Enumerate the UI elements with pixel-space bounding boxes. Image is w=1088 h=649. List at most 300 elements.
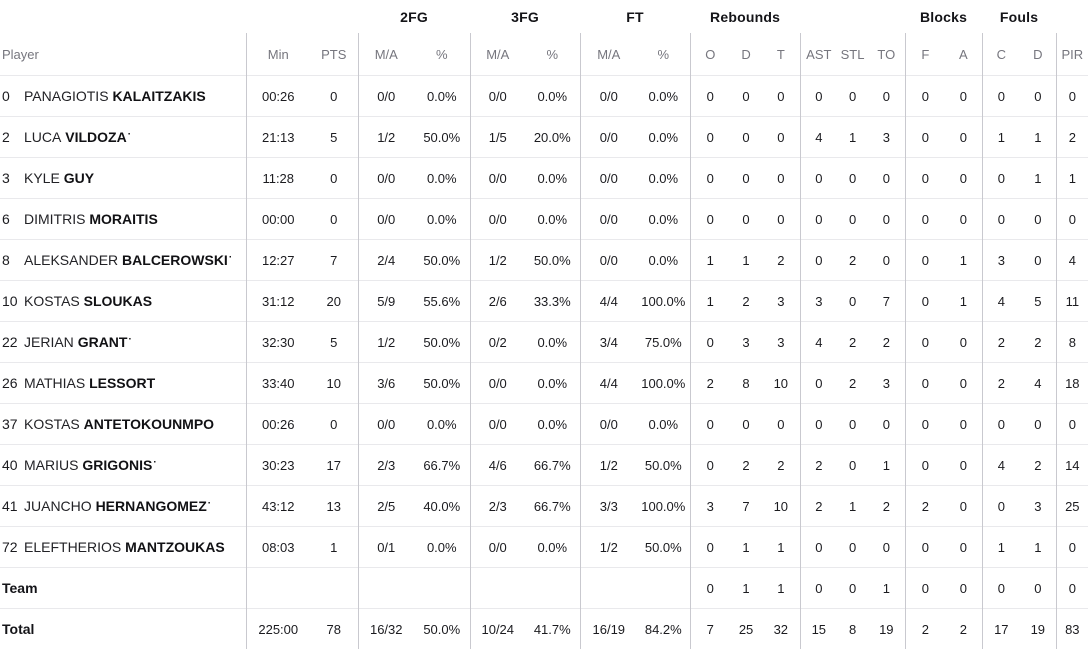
cell-pir: 14 bbox=[1056, 445, 1088, 486]
player-row bbox=[0, 445, 1088, 486]
cell-ft-pct: 50.0% bbox=[637, 527, 690, 568]
cell-blk-a: 0 bbox=[945, 199, 982, 240]
column-header-pir: PIR bbox=[1056, 33, 1088, 76]
cell-min bbox=[246, 568, 310, 609]
column-header-reb-d: D bbox=[730, 33, 762, 76]
cell-fg2-pct: 0.0% bbox=[414, 527, 470, 568]
cell-ft-ma: 0/0 bbox=[580, 158, 637, 199]
cell-fg3-ma: 0/2 bbox=[470, 322, 525, 363]
player-first-name: MATHIAS bbox=[24, 375, 89, 391]
cell-to: 0 bbox=[868, 199, 905, 240]
player-row bbox=[0, 199, 1088, 240]
cell-fg2-pct: 40.0% bbox=[414, 486, 470, 527]
cell-foul-d: 0 bbox=[1020, 76, 1056, 117]
cell-ft-pct: 0.0% bbox=[637, 158, 690, 199]
cell-reb-o: 0 bbox=[690, 568, 730, 609]
cell-ast: 0 bbox=[800, 199, 837, 240]
cell-fg2-pct: 0.0% bbox=[414, 76, 470, 117]
cell-blk-a: 0 bbox=[945, 363, 982, 404]
cell-blk-a: 0 bbox=[945, 527, 982, 568]
player-last-name: GUY bbox=[64, 170, 94, 186]
cell-reb-d: 8 bbox=[730, 363, 762, 404]
player-first-name: JUANCHO bbox=[24, 498, 96, 514]
cell-pts: 5 bbox=[310, 322, 358, 363]
cell-stl: 0 bbox=[837, 527, 868, 568]
player-number: 3 bbox=[0, 170, 24, 186]
cell-pir: 4 bbox=[1056, 240, 1088, 281]
player-last-name: KALAITZAKIS bbox=[112, 88, 205, 104]
player-number: 72 bbox=[0, 539, 24, 555]
cell-to: 3 bbox=[868, 117, 905, 158]
cell-stl: 2 bbox=[837, 363, 868, 404]
cell-fg3-pct: 0.0% bbox=[525, 322, 580, 363]
cell-blk-a: 2 bbox=[945, 609, 982, 649]
player-first-name: LUCA bbox=[24, 129, 65, 145]
cell-fg3-pct: 50.0% bbox=[525, 240, 580, 281]
cell-blk-f: 0 bbox=[905, 568, 945, 609]
cell-ast: 2 bbox=[800, 486, 837, 527]
cell-ft-pct: 0.0% bbox=[637, 240, 690, 281]
cell-fg2-pct: 0.0% bbox=[414, 158, 470, 199]
cell-foul-c: 4 bbox=[982, 281, 1020, 322]
player-cell bbox=[0, 445, 246, 486]
cell-foul-d: 1 bbox=[1020, 158, 1056, 199]
cell-reb-t: 10 bbox=[762, 486, 800, 527]
cell-fg2-pct: 55.6% bbox=[414, 281, 470, 322]
cell-min: 12:27 bbox=[246, 240, 310, 281]
cell-fg2-ma: 0/0 bbox=[358, 76, 414, 117]
cell-fg3-ma: 2/6 bbox=[470, 281, 525, 322]
cell-blk-f: 0 bbox=[905, 240, 945, 281]
cell-reb-d: 0 bbox=[730, 199, 762, 240]
cell-fg3-pct: 66.7% bbox=[525, 445, 580, 486]
cell-foul-c: 17 bbox=[982, 609, 1020, 649]
cell-ft-ma: 4/4 bbox=[580, 363, 637, 404]
column-header-ast: AST bbox=[800, 33, 837, 76]
cell-fg2-pct: 0.0% bbox=[414, 404, 470, 445]
group-header-2fg: 2FG bbox=[358, 0, 470, 33]
cell-blk-f: 0 bbox=[905, 445, 945, 486]
player-last-name: GRIGONIS bbox=[82, 457, 152, 473]
cell-fg2-ma: 2/3 bbox=[358, 445, 414, 486]
cell-reb-t: 0 bbox=[762, 158, 800, 199]
cell-ft-ma: 0/0 bbox=[580, 76, 637, 117]
player-first-name: ELEFTHERIOS bbox=[24, 539, 125, 555]
cell-foul-c: 3 bbox=[982, 240, 1020, 281]
player-last-name: GRANT bbox=[78, 334, 128, 350]
cell-pir: 83 bbox=[1056, 609, 1088, 649]
player-cell bbox=[0, 486, 246, 527]
cell-ft-ma: 3/4 bbox=[580, 322, 637, 363]
player-cell bbox=[0, 240, 246, 281]
cell-ft-ma: 0/0 bbox=[580, 199, 637, 240]
cell-fg3-pct: 0.0% bbox=[525, 158, 580, 199]
cell-reb-d: 0 bbox=[730, 158, 762, 199]
cell-fg3-pct: 20.0% bbox=[525, 117, 580, 158]
player-name[interactable] bbox=[24, 252, 232, 268]
cell-foul-c: 0 bbox=[982, 158, 1020, 199]
cell-to: 2 bbox=[868, 486, 905, 527]
cell-foul-d: 2 bbox=[1020, 322, 1056, 363]
cell-ast: 3 bbox=[800, 281, 837, 322]
cell-stl: 0 bbox=[837, 281, 868, 322]
cell-fg2-ma: 2/5 bbox=[358, 486, 414, 527]
cell-ast: 0 bbox=[800, 158, 837, 199]
cell-min: 33:40 bbox=[246, 363, 310, 404]
column-header-reb-o: O bbox=[690, 33, 730, 76]
cell-ft-pct: 0.0% bbox=[637, 76, 690, 117]
cell-fg3-pct: 0.0% bbox=[525, 363, 580, 404]
cell-ft-ma bbox=[580, 568, 637, 609]
cell-fg3-ma: 0/0 bbox=[470, 199, 525, 240]
player-row bbox=[0, 158, 1088, 199]
group-header-ft: FT bbox=[580, 0, 690, 33]
cell-pir: 11 bbox=[1056, 281, 1088, 322]
cell-pts: 78 bbox=[310, 609, 358, 649]
player-last-name: BALCEROWSKI bbox=[122, 252, 228, 268]
cell-ft-ma: 3/3 bbox=[580, 486, 637, 527]
cell-fg2-pct: 50.0% bbox=[414, 363, 470, 404]
cell-blk-f: 0 bbox=[905, 117, 945, 158]
cell-ast: 0 bbox=[800, 568, 837, 609]
cell-min: 08:03 bbox=[246, 527, 310, 568]
total-row bbox=[0, 609, 1088, 649]
player-first-name: JERIAN bbox=[24, 334, 78, 350]
cell-stl: 2 bbox=[837, 322, 868, 363]
player-first-name: KOSTAS bbox=[24, 416, 84, 432]
cell-ft-ma: 1/2 bbox=[580, 527, 637, 568]
cell-blk-f: 0 bbox=[905, 363, 945, 404]
player-cell bbox=[0, 158, 246, 199]
player-row bbox=[0, 281, 1088, 322]
player-name[interactable] bbox=[24, 129, 131, 145]
group-header-spacer bbox=[800, 0, 905, 33]
cell-pts: 0 bbox=[310, 199, 358, 240]
cell-min: 31:12 bbox=[246, 281, 310, 322]
cell-reb-o: 0 bbox=[690, 404, 730, 445]
column-header-fg3-pct: % bbox=[525, 33, 580, 76]
cell-stl: 8 bbox=[837, 609, 868, 649]
cell-reb-t: 1 bbox=[762, 527, 800, 568]
player-number: 6 bbox=[0, 211, 24, 227]
player-name[interactable] bbox=[24, 170, 94, 186]
cell-fg3-pct: 0.0% bbox=[525, 404, 580, 445]
cell-reb-t: 10 bbox=[762, 363, 800, 404]
cell-foul-c: 1 bbox=[982, 527, 1020, 568]
cell-pts: 10 bbox=[310, 363, 358, 404]
cell-pts: 1 bbox=[310, 527, 358, 568]
cell-pir: 2 bbox=[1056, 117, 1088, 158]
starter-indicator: · bbox=[153, 457, 156, 468]
cell-fg3-ma: 0/0 bbox=[470, 404, 525, 445]
cell-fg3-ma: 1/5 bbox=[470, 117, 525, 158]
cell-foul-c: 0 bbox=[982, 568, 1020, 609]
column-header-player: Player bbox=[0, 33, 246, 76]
group-header-spacer bbox=[1056, 0, 1088, 33]
column-header-ft-ma: M/A bbox=[580, 33, 637, 76]
cell-reb-d: 0 bbox=[730, 404, 762, 445]
cell-min: 225:00 bbox=[246, 609, 310, 649]
cell-pts: 5 bbox=[310, 117, 358, 158]
cell-to: 19 bbox=[868, 609, 905, 649]
cell-blk-a: 0 bbox=[945, 404, 982, 445]
cell-fg3-pct: 41.7% bbox=[525, 609, 580, 649]
player-first-name: KYLE bbox=[24, 170, 64, 186]
player-first-name: MARIUS bbox=[24, 457, 82, 473]
cell-blk-a: 0 bbox=[945, 76, 982, 117]
cell-blk-a: 0 bbox=[945, 568, 982, 609]
player-row bbox=[0, 76, 1088, 117]
cell-stl: 1 bbox=[837, 486, 868, 527]
cell-blk-a: 0 bbox=[945, 322, 982, 363]
player-last-name: ANTETOKOUNMPO bbox=[84, 416, 214, 432]
cell-foul-c: 2 bbox=[982, 322, 1020, 363]
group-header-spacer bbox=[0, 0, 358, 33]
player-name[interactable] bbox=[24, 498, 211, 514]
cell-fg2-ma: 1/2 bbox=[358, 322, 414, 363]
cell-ast: 0 bbox=[800, 76, 837, 117]
cell-min: 00:26 bbox=[246, 404, 310, 445]
cell-stl: 0 bbox=[837, 445, 868, 486]
cell-foul-d: 3 bbox=[1020, 486, 1056, 527]
cell-fg2-ma: 3/6 bbox=[358, 363, 414, 404]
cell-ft-ma: 4/4 bbox=[580, 281, 637, 322]
cell-ft-ma: 16/19 bbox=[580, 609, 637, 649]
cell-stl: 0 bbox=[837, 158, 868, 199]
starter-indicator: · bbox=[208, 498, 211, 509]
cell-ft-ma: 0/0 bbox=[580, 240, 637, 281]
player-row bbox=[0, 404, 1088, 445]
cell-reb-o: 3 bbox=[690, 486, 730, 527]
cell-ft-pct: 100.0% bbox=[637, 486, 690, 527]
column-header-fg3-ma: M/A bbox=[470, 33, 525, 76]
cell-fg2-pct: 50.0% bbox=[414, 240, 470, 281]
player-name[interactable] bbox=[24, 293, 152, 309]
player-row bbox=[0, 486, 1088, 527]
cell-to: 0 bbox=[868, 240, 905, 281]
player-name[interactable] bbox=[24, 539, 225, 555]
cell-ft-pct: 100.0% bbox=[637, 281, 690, 322]
cell-pir: 0 bbox=[1056, 76, 1088, 117]
player-first-name: KOSTAS bbox=[24, 293, 84, 309]
cell-blk-f: 0 bbox=[905, 199, 945, 240]
cell-ast: 2 bbox=[800, 445, 837, 486]
cell-ast: 0 bbox=[800, 404, 837, 445]
cell-reb-o: 0 bbox=[690, 445, 730, 486]
cell-fg2-pct: 50.0% bbox=[414, 117, 470, 158]
starter-indicator: · bbox=[229, 252, 232, 263]
column-header-min: Min bbox=[246, 33, 310, 76]
cell-ft-pct: 100.0% bbox=[637, 363, 690, 404]
cell-to: 0 bbox=[868, 404, 905, 445]
cell-pts: 7 bbox=[310, 240, 358, 281]
cell-ft-ma: 1/2 bbox=[580, 445, 637, 486]
player-last-name: MORAITIS bbox=[89, 211, 157, 227]
cell-reb-t: 0 bbox=[762, 117, 800, 158]
column-header-fg2-ma: M/A bbox=[358, 33, 414, 76]
cell-blk-f: 0 bbox=[905, 322, 945, 363]
cell-foul-c: 2 bbox=[982, 363, 1020, 404]
cell-fg3-ma: 0/0 bbox=[470, 363, 525, 404]
cell-foul-d: 2 bbox=[1020, 445, 1056, 486]
player-cell bbox=[0, 322, 246, 363]
cell-fg2-ma: 0/1 bbox=[358, 527, 414, 568]
starter-indicator: · bbox=[128, 334, 131, 345]
cell-blk-a: 0 bbox=[945, 158, 982, 199]
cell-stl: 0 bbox=[837, 568, 868, 609]
player-last-name: LESSORT bbox=[89, 375, 155, 391]
player-number: 37 bbox=[0, 416, 24, 432]
cell-fg2-ma: 0/0 bbox=[358, 404, 414, 445]
cell-reb-t: 0 bbox=[762, 404, 800, 445]
column-header-fg2-pct: % bbox=[414, 33, 470, 76]
cell-pts: 13 bbox=[310, 486, 358, 527]
cell-reb-o: 0 bbox=[690, 322, 730, 363]
cell-blk-f: 0 bbox=[905, 281, 945, 322]
cell-fg2-pct: 50.0% bbox=[414, 322, 470, 363]
cell-pts: 0 bbox=[310, 404, 358, 445]
player-cell bbox=[0, 404, 246, 445]
cell-ast: 0 bbox=[800, 527, 837, 568]
cell-to: 0 bbox=[868, 158, 905, 199]
cell-fg2-ma: 16/32 bbox=[358, 609, 414, 649]
cell-pir: 1 bbox=[1056, 158, 1088, 199]
player-name[interactable] bbox=[24, 334, 132, 350]
cell-stl: 0 bbox=[837, 199, 868, 240]
cell-blk-f: 0 bbox=[905, 76, 945, 117]
cell-stl: 0 bbox=[837, 404, 868, 445]
player-last-name: SLOUKAS bbox=[84, 293, 152, 309]
cell-min: 21:13 bbox=[246, 117, 310, 158]
cell-reb-d: 3 bbox=[730, 322, 762, 363]
cell-stl: 0 bbox=[837, 76, 868, 117]
player-name[interactable] bbox=[24, 88, 206, 104]
cell-reb-d: 2 bbox=[730, 445, 762, 486]
team-row bbox=[0, 568, 1088, 609]
cell-pir: 0 bbox=[1056, 527, 1088, 568]
player-number: 41 bbox=[0, 498, 24, 514]
cell-reb-o: 0 bbox=[690, 158, 730, 199]
cell-blk-f: 2 bbox=[905, 486, 945, 527]
player-number: 22 bbox=[0, 334, 24, 350]
player-cell bbox=[0, 117, 246, 158]
cell-reb-t: 1 bbox=[762, 568, 800, 609]
cell-reb-t: 32 bbox=[762, 609, 800, 649]
cell-reb-t: 3 bbox=[762, 322, 800, 363]
cell-reb-d: 1 bbox=[730, 568, 762, 609]
cell-fg2-pct: 0.0% bbox=[414, 199, 470, 240]
cell-blk-a: 1 bbox=[945, 281, 982, 322]
cell-pts bbox=[310, 568, 358, 609]
player-cell bbox=[0, 527, 246, 568]
column-header-blk-a: A bbox=[945, 33, 982, 76]
cell-reb-t: 2 bbox=[762, 240, 800, 281]
cell-reb-d: 0 bbox=[730, 76, 762, 117]
player-name[interactable] bbox=[24, 457, 157, 473]
cell-min: 43:12 bbox=[246, 486, 310, 527]
cell-min: 11:28 bbox=[246, 158, 310, 199]
cell-blk-a: 0 bbox=[945, 117, 982, 158]
cell-reb-o: 0 bbox=[690, 76, 730, 117]
team-row-label: Team bbox=[0, 568, 246, 609]
group-header-3fg: 3FG bbox=[470, 0, 580, 33]
cell-fg3-ma bbox=[470, 568, 525, 609]
cell-fg2-ma: 5/9 bbox=[358, 281, 414, 322]
cell-reb-d: 1 bbox=[730, 527, 762, 568]
cell-reb-o: 0 bbox=[690, 527, 730, 568]
cell-to: 3 bbox=[868, 363, 905, 404]
cell-ft-pct bbox=[637, 568, 690, 609]
cell-to: 0 bbox=[868, 527, 905, 568]
column-header-foul-d: D bbox=[1020, 33, 1056, 76]
cell-reb-o: 0 bbox=[690, 117, 730, 158]
cell-ast: 0 bbox=[800, 240, 837, 281]
player-row bbox=[0, 363, 1088, 404]
cell-blk-a: 1 bbox=[945, 240, 982, 281]
player-last-name: MANTZOUKAS bbox=[125, 539, 225, 555]
cell-reb-t: 0 bbox=[762, 199, 800, 240]
cell-ft-pct: 0.0% bbox=[637, 117, 690, 158]
cell-fg3-pct: 66.7% bbox=[525, 486, 580, 527]
cell-ft-ma: 0/0 bbox=[580, 404, 637, 445]
cell-pir: 0 bbox=[1056, 568, 1088, 609]
cell-reb-d: 25 bbox=[730, 609, 762, 649]
cell-pts: 20 bbox=[310, 281, 358, 322]
player-number: 10 bbox=[0, 293, 24, 309]
cell-fg3-pct: 33.3% bbox=[525, 281, 580, 322]
cell-foul-c: 4 bbox=[982, 445, 1020, 486]
cell-fg3-ma: 0/0 bbox=[470, 527, 525, 568]
group-header-blocks: Blocks bbox=[905, 0, 982, 33]
player-row bbox=[0, 527, 1088, 568]
total-row-label: Total bbox=[0, 609, 246, 649]
player-cell bbox=[0, 363, 246, 404]
cell-to: 1 bbox=[868, 568, 905, 609]
cell-ft-pct: 0.0% bbox=[637, 404, 690, 445]
column-header-to: TO bbox=[868, 33, 905, 76]
cell-fg3-pct: 0.0% bbox=[525, 199, 580, 240]
cell-fg2-ma: 0/0 bbox=[358, 199, 414, 240]
player-name[interactable] bbox=[24, 211, 158, 227]
column-header-ft-pct: % bbox=[637, 33, 690, 76]
cell-reb-d: 1 bbox=[730, 240, 762, 281]
cell-blk-f: 0 bbox=[905, 404, 945, 445]
cell-foul-c: 1 bbox=[982, 117, 1020, 158]
cell-pir: 25 bbox=[1056, 486, 1088, 527]
cell-fg2-pct: 50.0% bbox=[414, 609, 470, 649]
cell-fg3-ma: 10/24 bbox=[470, 609, 525, 649]
cell-ast: 0 bbox=[800, 363, 837, 404]
stat-group-header-row bbox=[0, 0, 1088, 33]
player-name[interactable] bbox=[24, 375, 155, 391]
cell-blk-f: 0 bbox=[905, 527, 945, 568]
cell-to: 7 bbox=[868, 281, 905, 322]
cell-min: 00:00 bbox=[246, 199, 310, 240]
cell-pir: 0 bbox=[1056, 404, 1088, 445]
cell-foul-d: 0 bbox=[1020, 240, 1056, 281]
cell-fg2-ma: 0/0 bbox=[358, 158, 414, 199]
cell-fg2-ma: 1/2 bbox=[358, 117, 414, 158]
cell-fg3-ma: 2/3 bbox=[470, 486, 525, 527]
cell-fg3-ma: 0/0 bbox=[470, 158, 525, 199]
player-name[interactable] bbox=[24, 416, 214, 432]
column-header-pts: PTS bbox=[310, 33, 358, 76]
cell-reb-o: 1 bbox=[690, 240, 730, 281]
player-row bbox=[0, 117, 1088, 158]
player-first-name: DIMITRIS bbox=[24, 211, 89, 227]
cell-foul-d: 0 bbox=[1020, 568, 1056, 609]
cell-ast: 4 bbox=[800, 322, 837, 363]
